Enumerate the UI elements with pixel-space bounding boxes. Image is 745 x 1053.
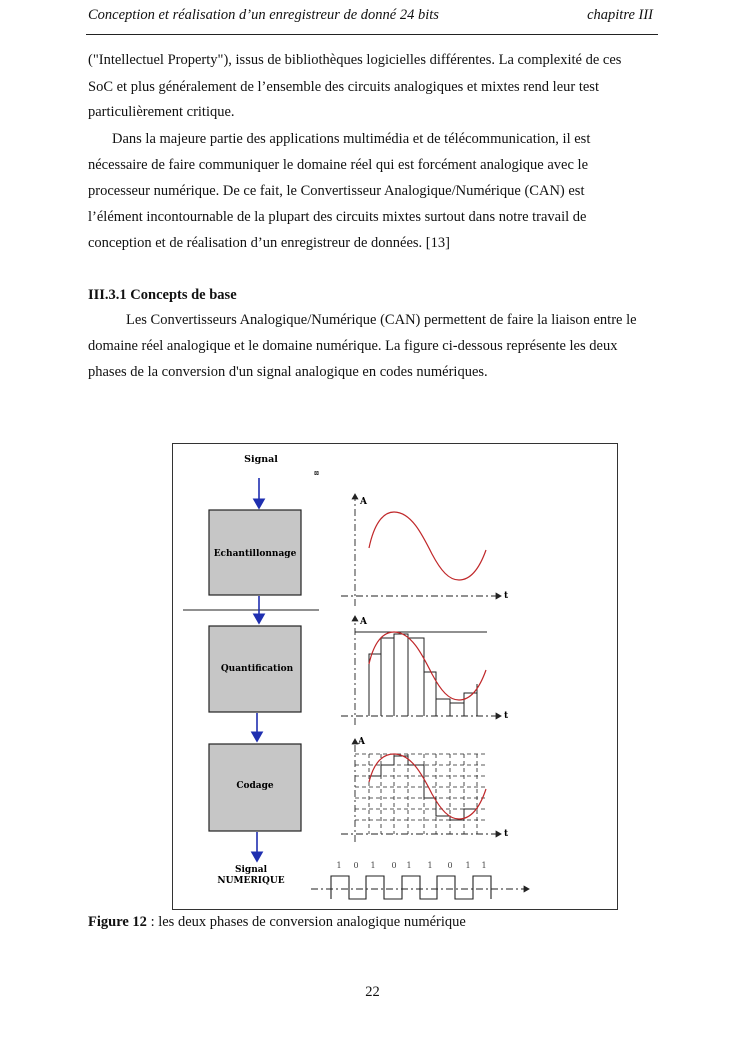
figure-frame (172, 443, 618, 910)
body-line: processeur numérique. De ce fait, le Convertisseur Analogique/Numérique (CAN) est (88, 183, 585, 199)
axis-a-label: A (358, 737, 365, 747)
body-line: particulièrement critique. (88, 104, 235, 120)
bit-labels (336, 861, 486, 870)
block-quantification-label: Quantification (220, 664, 294, 674)
axis-t-label: t (504, 591, 509, 601)
body-line: ("Intellectuel Property"), issus de bibliothèques logicielles différentes. La complexité de ces (88, 52, 622, 68)
figure-caption-label: Figure 12 (88, 914, 147, 930)
conversion-diagram (173, 444, 619, 911)
section-line: domaine réel analogique et le domaine numérique. La figure ci-dessous représente les deux (88, 338, 618, 354)
section-heading: III.3.1 Concepts de base (88, 287, 237, 303)
graph-codage (341, 737, 509, 842)
section-line: Les Convertisseurs Analogique/Numérique (CAN) permettent de faire la liaison entre le (126, 312, 637, 328)
axis-a-label: A (360, 497, 367, 507)
digital-waveform (331, 876, 491, 899)
signal-out-label-2: NUMERIQUE (217, 876, 285, 886)
body-line: nécessaire de faire communiquer le domaine réel qui est forcément analogique avec le (88, 157, 589, 173)
header-title: Conception et réalisation d’un enregistreur de donné 24 bits (88, 7, 439, 23)
graph-quantification (341, 616, 509, 725)
body-line: SoC et plus généralement de l’ensemble des circuits analogiques et mixtes rend leur test (88, 79, 599, 95)
small-mark-icon: ⊠ (314, 470, 320, 477)
bit-label: 0 (353, 861, 359, 870)
body-line: Dans la majeure partie des applications multimédia et de télécommunication, il est (112, 131, 591, 147)
bit-label: 1 (370, 861, 376, 870)
graph-echantillonnage (341, 494, 509, 606)
bit-label: 1 (481, 861, 487, 870)
block-echantillonnage-label: Echantillonnage (213, 549, 297, 559)
body-line: conception et de réalisation d’un enregistreur de données. [13] (88, 235, 450, 251)
axis-a-label: A (360, 617, 367, 627)
axis-t-label: t (504, 829, 509, 839)
bit-label: 0 (447, 861, 453, 870)
header-chapter: chapitre III (587, 7, 653, 23)
bit-label: 1 (465, 861, 471, 870)
header-rule (86, 34, 658, 35)
body-line: l’élément incontournable de la plupart des circuits mixtes surtout dans notre travail de (88, 209, 587, 225)
page-number: 22 (365, 984, 380, 1000)
analog-curve (369, 512, 486, 580)
signal-out-label-1: Signal (234, 865, 268, 875)
bit-label: 1 (427, 861, 433, 870)
block-codage-label: Codage (236, 781, 274, 791)
bit-label: 1 (336, 861, 342, 870)
section-line: phases de la conversion d'un signal analogique en codes numériques. (88, 364, 488, 380)
bit-label: 0 (391, 861, 397, 870)
axis-t-label: t (504, 711, 509, 721)
signal-in-label: Signal (244, 454, 278, 465)
bit-label: 1 (406, 861, 412, 870)
figure-caption-text: : les deux phases de conversion analogique numérique (146, 914, 466, 930)
figure-caption (88, 914, 466, 931)
